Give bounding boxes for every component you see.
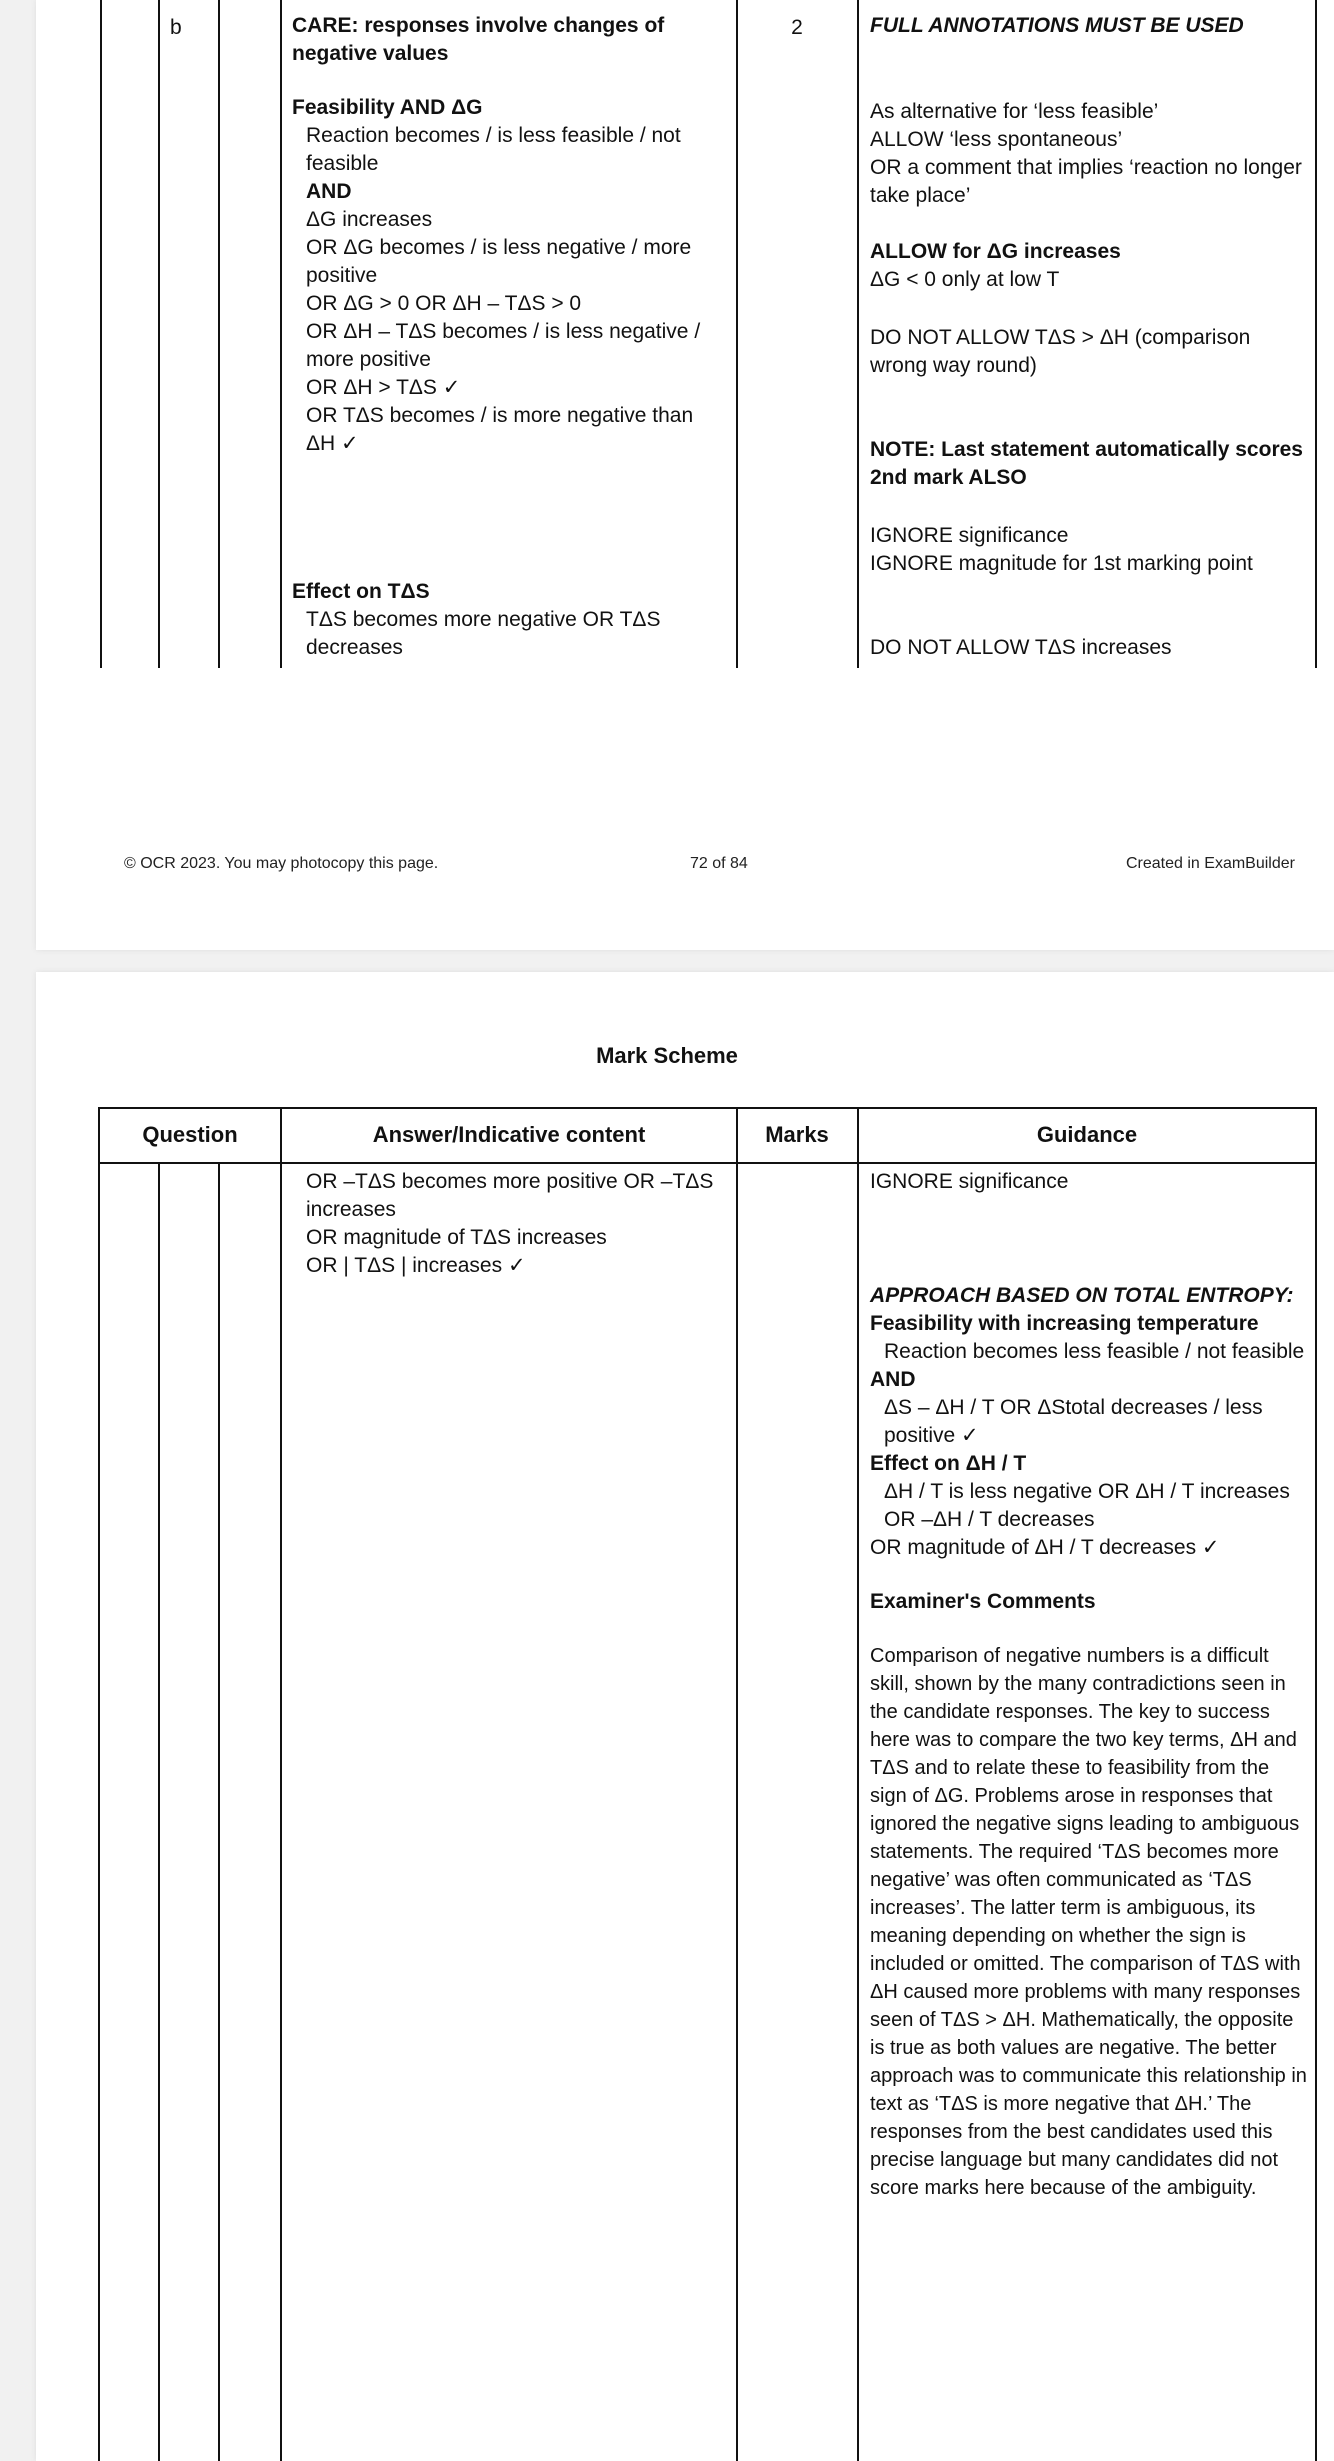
feasibility-heading: Feasibility AND ΔG bbox=[292, 96, 483, 119]
guidance-line: IGNORE significance bbox=[870, 524, 1069, 547]
guidance-line: Reaction becomes less feasible / not feasible bbox=[884, 1340, 1305, 1363]
guidance-cell bbox=[870, 98, 1310, 210]
guidance-cell bbox=[870, 12, 1310, 40]
guidance-cell bbox=[870, 634, 1310, 662]
header-marks: Marks bbox=[765, 1122, 829, 1147]
table-border bbox=[736, 1107, 738, 2461]
answer-line: OR ΔH > TΔS ✓ bbox=[306, 376, 461, 399]
guidance-line: OR –ΔH / T decreases bbox=[884, 1508, 1095, 1531]
table-border bbox=[98, 1107, 100, 2461]
page-title: Mark Scheme bbox=[596, 1043, 738, 1068]
guidance-line: OR magnitude of ΔH / T decreases ✓ bbox=[870, 1536, 1220, 1559]
guidance-line: Effect on ΔH / T bbox=[870, 1452, 1027, 1475]
answer-line: OR ΔH – TΔS becomes / is less negative / more positive bbox=[306, 320, 701, 371]
answer-cell bbox=[292, 1168, 724, 1280]
guidance-line: OR a comment that implies ‘reaction no longer take place’ bbox=[870, 156, 1302, 207]
guidance-line: As alternative for ‘less feasible’ bbox=[870, 100, 1159, 123]
guidance-line: ΔG < 0 only at low T bbox=[870, 268, 1060, 291]
table-border bbox=[280, 1107, 282, 2461]
guidance-line: FULL ANNOTATIONS MUST BE USED bbox=[870, 14, 1244, 37]
page-number: 72 of 84 bbox=[690, 855, 748, 872]
answer-line: TΔS becomes more negative OR TΔS decreases bbox=[306, 608, 661, 659]
guidance-line: DO NOT ALLOW TΔS increases bbox=[870, 636, 1172, 659]
answer-line: OR | TΔS | increases ✓ bbox=[306, 1254, 526, 1277]
marks-value: 2 bbox=[791, 16, 803, 39]
guidance-line: AND bbox=[870, 1368, 916, 1391]
examiners-comments-heading: Examiner's Comments bbox=[870, 1590, 1096, 1613]
answer-line: OR ΔG > 0 OR ΔH – TΔS > 0 bbox=[306, 292, 582, 315]
question-part bbox=[170, 14, 182, 42]
created-in-footer: Created in ExamBuilder bbox=[1126, 855, 1295, 872]
answer-line: Reaction becomes / is less feasible / not feasible bbox=[306, 124, 681, 175]
header-question: Question bbox=[142, 1122, 238, 1147]
answer-line: OR ΔG becomes / is less negative / more positive bbox=[306, 236, 692, 287]
table-border bbox=[218, 1162, 220, 2461]
part-label: b bbox=[170, 16, 182, 39]
guidance-cell bbox=[870, 238, 1310, 294]
table-border bbox=[1315, 1107, 1317, 2461]
answer-line: OR magnitude of TΔS increases bbox=[306, 1226, 607, 1249]
table-border bbox=[218, 0, 220, 668]
guidance-cell bbox=[870, 1282, 1308, 2202]
table-border bbox=[158, 1162, 160, 2461]
guidance-line: ALLOW ‘less spontaneous’ bbox=[870, 128, 1123, 151]
effect-block bbox=[292, 578, 724, 662]
effect-heading: Effect on TΔS bbox=[292, 580, 430, 603]
table-border bbox=[736, 0, 738, 668]
guidance-line: DO NOT ALLOW TΔS > ΔH (comparison wrong way round) bbox=[870, 326, 1251, 377]
guidance-cell bbox=[870, 522, 1310, 578]
guidance-line: ΔS – ΔH / T OR ΔStotal decreases / less positive ✓ bbox=[884, 1396, 1263, 1447]
answer-line: OR –TΔS becomes more positive OR –TΔS increases bbox=[306, 1170, 714, 1221]
table-border bbox=[857, 1107, 859, 2461]
guidance-line: APPROACH BASED ON TOTAL ENTROPY: bbox=[870, 1284, 1294, 1307]
care-note: CARE: responses involve changes of negative values bbox=[292, 14, 665, 65]
guidance-line: IGNORE significance bbox=[870, 1170, 1069, 1193]
answer-line: AND bbox=[306, 180, 352, 203]
table-border bbox=[1315, 0, 1317, 668]
guidance-cell bbox=[870, 1168, 1308, 1196]
header-guidance: Guidance bbox=[1036, 1122, 1138, 1147]
guidance-line: ALLOW for ΔG increases bbox=[870, 240, 1121, 263]
header-answer: Answer/Indicative content bbox=[372, 1122, 646, 1147]
table-border bbox=[100, 0, 102, 668]
table-border bbox=[280, 0, 282, 668]
answer-line: ΔG increases bbox=[306, 208, 433, 231]
guidance-line: ΔH / T is less negative OR ΔH / T increases bbox=[884, 1480, 1290, 1503]
guidance-cell bbox=[870, 436, 1310, 492]
guidance-line: NOTE: Last statement automatically scores 2nd mark ALSO bbox=[870, 438, 1303, 489]
guidance-line: IGNORE magnitude for 1st marking point bbox=[870, 552, 1253, 575]
table-border bbox=[158, 0, 160, 668]
examiners-comment-text: Comparison of negative numbers is a difficult skill, shown by the many contradictions seen in the candidate responses. The key to success here was to compare the two key terms, ΔH and TΔS and to relate these to feasibility from the sign of ΔG. Problems arose in responses that ignored the negative signs leading to ambiguous statements. The required ‘TΔS becomes more negative’ was often communicated as ‘TΔS increases’. The latter term is ambiguous, its meaning depending on whether the sign is included or omitted. The comparison of TΔS with ΔH caused more problems with many responses seen of TΔS > ΔH. Mathematically, the opposite is true as both values are negative. The better approach was to communicate this relationship in text as ‘TΔS is more negative that ΔH.’ The responses from the best candidates used this precise language but many candidates did not score marks here because of the ambiguity. bbox=[870, 1645, 1307, 2199]
marks-cell bbox=[738, 14, 856, 42]
guidance-line: Feasibility with increasing temperature bbox=[870, 1312, 1259, 1335]
copyright-footer: © OCR 2023. You may photocopy this page. bbox=[124, 855, 439, 872]
guidance-cell bbox=[870, 324, 1310, 380]
answer-cell bbox=[292, 12, 724, 458]
table-border bbox=[857, 0, 859, 668]
answer-line: OR TΔS becomes / is more negative than ΔH ✓ bbox=[306, 404, 694, 455]
